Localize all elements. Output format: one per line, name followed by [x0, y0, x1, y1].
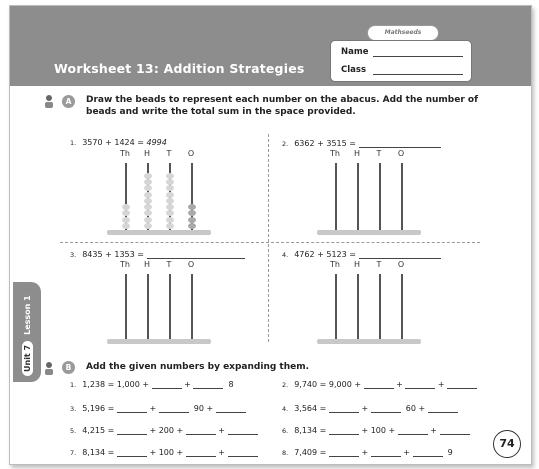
answer-blank[interactable]	[329, 447, 359, 457]
section-b-instruction: Add the given numbers by expanding them.	[86, 362, 310, 372]
abacus-bead	[144, 173, 152, 179]
unit-label: Unit 7	[22, 341, 33, 376]
expression-text: + 200 +	[146, 426, 186, 435]
worksheet-title: Worksheet 13: Addition Strategies	[54, 61, 305, 76]
answer-blank[interactable]	[371, 447, 401, 457]
col-label-t: T	[376, 149, 382, 158]
abacus-bead	[166, 179, 174, 185]
abacus-rod	[191, 274, 193, 340]
answer-blank[interactable]	[159, 403, 189, 413]
problem-number: 5.	[70, 427, 77, 435]
answer-blank[interactable]	[228, 425, 258, 435]
expression-text: 60 +	[400, 404, 428, 413]
expression-text: 8,134 =	[82, 448, 117, 457]
abacus-rod	[401, 274, 403, 340]
abacus-1[interactable]	[115, 149, 245, 235]
abacus-bead	[166, 198, 174, 204]
answer-blank[interactable]	[147, 249, 245, 259]
expression-text: 5,196 =	[82, 404, 117, 413]
class-label: Class	[341, 65, 367, 75]
problem-number: 4.	[282, 251, 289, 259]
expansion-problem-8	[282, 447, 453, 457]
abacus-problem-4	[282, 249, 441, 259]
problem-number: 3.	[70, 251, 77, 259]
abacus-bead	[166, 192, 174, 198]
col-label-h: H	[353, 149, 360, 158]
col-label-th: Th	[330, 149, 340, 158]
col-label-t: T	[166, 149, 172, 158]
abacus-bead	[144, 223, 152, 229]
unit-lesson-tab	[13, 282, 41, 382]
abacus-problem-2	[282, 138, 441, 148]
expansion-problem-3	[70, 403, 246, 413]
name-label: Name	[341, 47, 369, 57]
mathseeds-logo: Mathseeds	[367, 25, 439, 41]
answer-blank[interactable]	[440, 425, 470, 435]
answer-blank[interactable]	[193, 379, 223, 389]
expansion-problem-2	[282, 379, 477, 389]
answer-blank[interactable]	[447, 379, 477, 389]
problem-number: 6.	[282, 427, 289, 435]
abacus-bead	[166, 173, 174, 179]
problem-number: 8.	[282, 449, 289, 457]
abacus-rod	[357, 274, 359, 340]
expression-text: +	[427, 426, 440, 435]
col-label-o: O	[397, 260, 405, 269]
grid-divider-vertical	[268, 134, 269, 342]
col-label-o: O	[397, 149, 405, 158]
abacus-bead	[166, 204, 174, 210]
col-label-th: Th	[330, 260, 340, 269]
problem-number: 1.	[70, 381, 77, 389]
problem-number: 3.	[70, 405, 77, 413]
abacus-bead	[122, 217, 130, 223]
abacus-bead	[166, 185, 174, 191]
expression-text: 4,215 =	[82, 426, 117, 435]
abacus-base	[317, 230, 421, 235]
problem-number: 4.	[282, 405, 289, 413]
abacus-bead	[122, 223, 130, 229]
abacus-base	[107, 339, 211, 344]
col-label-h: H	[353, 260, 360, 269]
problem-expression: 6362 + 3515 =	[294, 139, 359, 148]
abacus-rod	[335, 274, 337, 340]
expression-text: + 100 +	[146, 448, 186, 457]
expression-text: +	[400, 448, 413, 457]
abacus-bead	[144, 210, 152, 216]
answer-blank[interactable]	[117, 425, 147, 435]
answer-blank[interactable]	[117, 447, 147, 457]
expression-text: +	[215, 426, 228, 435]
answer-blank[interactable]	[405, 379, 435, 389]
abacus-bead	[188, 217, 196, 223]
answer-blank[interactable]	[228, 447, 258, 457]
expression-text: +	[358, 404, 371, 413]
answer-blank[interactable]	[359, 138, 441, 148]
expression-text: 8,134 =	[294, 426, 329, 435]
expression-text: +	[181, 380, 194, 389]
section-a-instruction	[86, 94, 478, 118]
col-label-o: O	[187, 260, 195, 269]
problem-expression: 8435 + 1353 =	[82, 250, 147, 259]
problem-answer[interactable]: 4994	[146, 138, 167, 147]
section-a-instruction-line2: beads and write the total sum in the space provided.	[86, 107, 356, 117]
col-label-h: H	[143, 260, 150, 269]
section-a-badge: A	[62, 95, 75, 108]
expression-text: + 100 +	[358, 426, 398, 435]
abacus-bead	[144, 192, 152, 198]
col-label-t: T	[166, 260, 172, 269]
expression-text: +	[393, 380, 406, 389]
abacus-rod	[147, 274, 149, 340]
abacus-bead	[188, 223, 196, 229]
answer-blank[interactable]	[186, 425, 216, 435]
problem-expression: 4762 + 5123 =	[294, 250, 359, 259]
grid-divider-horizontal	[60, 242, 480, 243]
expansion-problem-4	[282, 403, 458, 413]
expansion-problem-5	[70, 425, 258, 435]
page-number: 74	[493, 430, 521, 458]
abacus-3[interactable]	[115, 260, 245, 346]
abacus-rod	[379, 163, 381, 231]
answer-blank[interactable]	[117, 403, 147, 413]
answer-blank[interactable]	[413, 447, 443, 457]
expression-text: +	[358, 448, 371, 457]
answer-blank[interactable]	[186, 447, 216, 457]
abacus-bead	[144, 217, 152, 223]
abacus-bead	[166, 210, 174, 216]
abacus-rod	[169, 274, 171, 340]
expression-text: +	[146, 404, 159, 413]
problem-number: 2.	[282, 140, 289, 148]
abacus-bead	[166, 217, 174, 223]
lesson-label: Lesson 1	[22, 295, 32, 335]
col-label-th: Th	[120, 260, 130, 269]
abacus-bead	[122, 210, 130, 216]
expansion-problem-1	[70, 379, 234, 389]
expression-text: 1,238 = 1,000 +	[82, 380, 152, 389]
col-label-th: Th	[120, 149, 130, 158]
abacus-rod	[357, 163, 359, 231]
answer-blank[interactable]	[329, 403, 359, 413]
answer-blank[interactable]	[329, 425, 359, 435]
expression-text: +	[215, 448, 228, 457]
abacus-rod	[125, 274, 127, 340]
expression-text: 9	[442, 448, 453, 457]
expansion-problem-6	[282, 425, 470, 435]
col-label-h: H	[143, 149, 150, 158]
expression-text: 3,564 =	[294, 404, 329, 413]
col-label-o: O	[187, 149, 195, 158]
answer-blank[interactable]	[398, 425, 428, 435]
problem-number: 7.	[70, 449, 77, 457]
section-a-instruction-line1: Draw the beads to represent each number on the abacus. Add the number of	[86, 95, 478, 105]
student-icon	[42, 361, 56, 377]
expression-text: 7,409 =	[294, 448, 329, 457]
expression-text: +	[435, 380, 448, 389]
name-field[interactable]	[373, 56, 463, 57]
problem-number: 2.	[282, 381, 289, 389]
expression-text: 9,740 = 9,000 +	[294, 380, 364, 389]
worksheet-page	[9, 5, 532, 465]
expansion-problem-7	[70, 447, 258, 457]
abacus-problem-3	[70, 249, 245, 259]
name-class-box	[330, 40, 472, 82]
expression-text: 90 +	[188, 404, 216, 413]
abacus-bead	[144, 185, 152, 191]
abacus-base	[107, 230, 211, 235]
abacus-rod	[379, 274, 381, 340]
answer-blank[interactable]	[216, 403, 246, 413]
problem-expression: 3570 + 1424 =	[82, 138, 147, 147]
abacus-bead	[144, 204, 152, 210]
answer-blank[interactable]	[359, 249, 441, 259]
answer-blank[interactable]	[152, 379, 182, 389]
abacus-base	[317, 339, 421, 344]
abacus-bead	[122, 204, 130, 210]
expression-text: 8	[223, 380, 234, 389]
answer-blank[interactable]	[371, 403, 401, 413]
problem-number: 1.	[70, 139, 77, 147]
class-field[interactable]	[373, 74, 463, 75]
abacus-bead	[144, 179, 152, 185]
abacus-bead	[166, 223, 174, 229]
abacus-problem-1	[70, 138, 167, 147]
abacus-rod	[401, 163, 403, 231]
abacus-rod	[335, 163, 337, 231]
section-b-badge: B	[62, 361, 75, 374]
answer-blank[interactable]	[428, 403, 458, 413]
abacus-4[interactable]	[325, 260, 455, 346]
abacus-bead	[188, 210, 196, 216]
student-icon	[42, 94, 56, 110]
answer-blank[interactable]	[364, 379, 394, 389]
abacus-2[interactable]	[325, 149, 455, 235]
col-label-t: T	[376, 260, 382, 269]
abacus-bead	[188, 204, 196, 210]
abacus-bead	[144, 198, 152, 204]
